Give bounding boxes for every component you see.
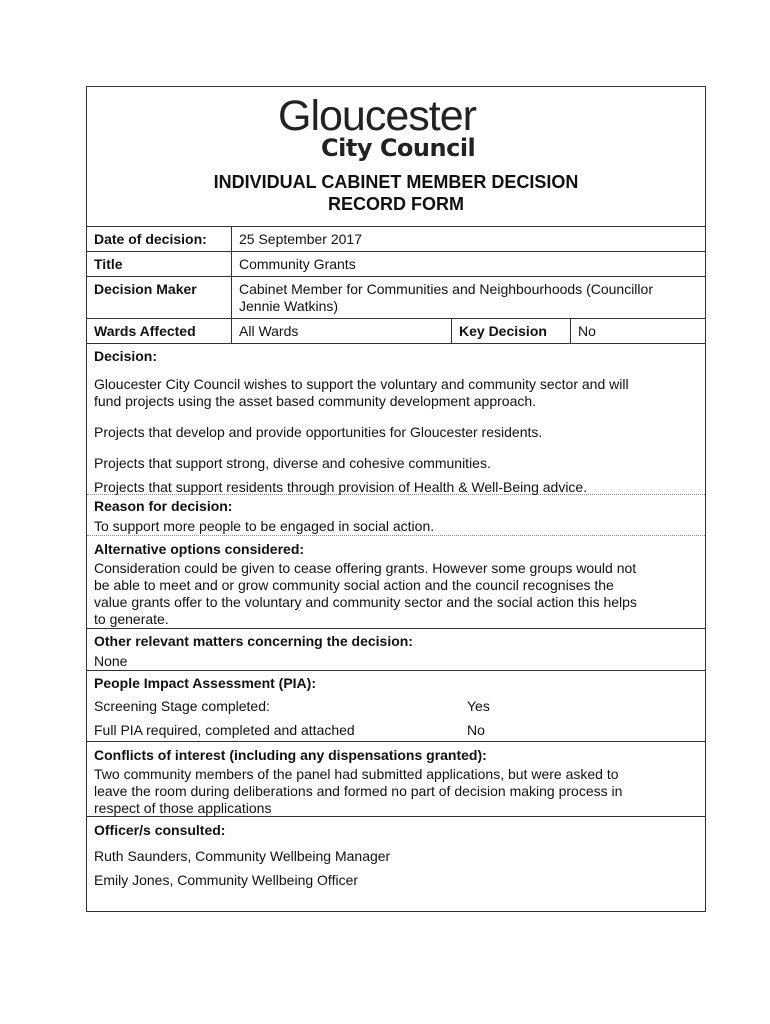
wards-label: Wards Affected xyxy=(94,323,196,339)
pia-full-value: No xyxy=(467,722,485,738)
wards-value: All Wards xyxy=(231,319,451,343)
other-matters-section xyxy=(87,629,705,671)
date-label: Date of decision: xyxy=(94,231,207,247)
other-matters-text: None xyxy=(94,653,128,669)
alternatives-line2: be able to meet and or grow community social action and the council recognises the xyxy=(94,577,614,593)
date-row xyxy=(87,227,705,252)
pia-full-row xyxy=(94,718,698,742)
conflicts-section xyxy=(87,742,705,817)
form-title-line1: INDIVIDUAL CABINET MEMBER DECISION xyxy=(213,172,579,192)
decision-maker-value-line2: Jennie Watkins) xyxy=(239,298,339,314)
pia-screening-label: Screening Stage completed: xyxy=(94,698,270,714)
decision-para1-line1: Gloucester City Council wishes to support the voluntary and community sector and will xyxy=(94,376,629,392)
decision-maker-value-line1: Cabinet Member for Communities and Neighbourhoods (Councillor xyxy=(239,281,653,297)
conflicts-line1: Two community members of the panel had submitted applications, but were asked to xyxy=(94,766,619,782)
officers-section xyxy=(87,817,705,911)
decision-maker-value xyxy=(231,277,705,318)
form-title xyxy=(87,171,705,215)
officer-1: Ruth Saunders, Community Wellbeing Manager xyxy=(94,848,391,864)
title-value: Community Grants xyxy=(231,252,705,276)
pia-screening-row xyxy=(94,694,698,718)
pia-full-label: Full PIA required, completed and attached xyxy=(94,722,355,738)
officer-2: Emily Jones, Community Wellbeing Officer xyxy=(94,872,359,888)
title-row xyxy=(87,252,705,277)
conflicts-heading: Conflicts of interest (including any dispensations granted): xyxy=(94,747,487,763)
key-decision-label: Key Decision xyxy=(451,319,570,343)
pia-heading: People Impact Assessment (PIA): xyxy=(94,675,316,691)
decision-maker-label: Decision Maker xyxy=(94,281,197,297)
alternatives-line4: to generate. xyxy=(94,611,169,627)
council-logo xyxy=(278,93,518,163)
pia-screening-value: Yes xyxy=(467,698,490,714)
decision-para1-line2: fund projects using the asset based community development approach. xyxy=(94,393,537,409)
conflicts-line3: respect of those applications xyxy=(94,800,272,816)
alternatives-line3: value grants offer to the voluntary and community sector and the social action this helps xyxy=(94,594,637,610)
alternatives-heading: Alternative options considered: xyxy=(94,541,305,557)
decision-maker-row xyxy=(87,277,705,319)
title-label: Title xyxy=(94,256,123,272)
decision-para4: Projects that support residents through provision of Health & Well-Being advice. xyxy=(94,479,588,495)
conflicts-line2: leave the room during deliberations and formed no part of decision making process in xyxy=(94,783,623,799)
form-title-line2: RECORD FORM xyxy=(328,194,464,214)
logo-text-gloucester: Gloucester xyxy=(278,92,476,140)
alternatives-section xyxy=(87,536,705,629)
reason-section xyxy=(87,495,705,536)
decision-para3: Projects that support strong, diverse and cohesive communities. xyxy=(94,455,491,471)
decision-para2: Projects that develop and provide opportunities for Gloucester residents. xyxy=(94,424,543,440)
decision-record-form xyxy=(86,86,706,912)
logo-text-city-council: City Council xyxy=(321,134,476,162)
date-value: 25 September 2017 xyxy=(231,227,705,251)
wards-row xyxy=(87,319,705,344)
officers-heading: Officer/s consulted: xyxy=(94,822,226,838)
decision-section xyxy=(87,344,705,495)
reason-text: To support more people to be engaged in social action. xyxy=(94,518,435,534)
other-matters-heading: Other relevant matters concerning the decision: xyxy=(94,633,413,649)
key-decision-value: No xyxy=(570,319,705,343)
reason-heading: Reason for decision: xyxy=(94,498,233,514)
alternatives-line1: Consideration could be given to cease offering grants. However some groups would not xyxy=(94,560,637,576)
form-header xyxy=(87,87,705,227)
decision-heading: Decision: xyxy=(94,348,158,364)
pia-section xyxy=(87,671,705,742)
